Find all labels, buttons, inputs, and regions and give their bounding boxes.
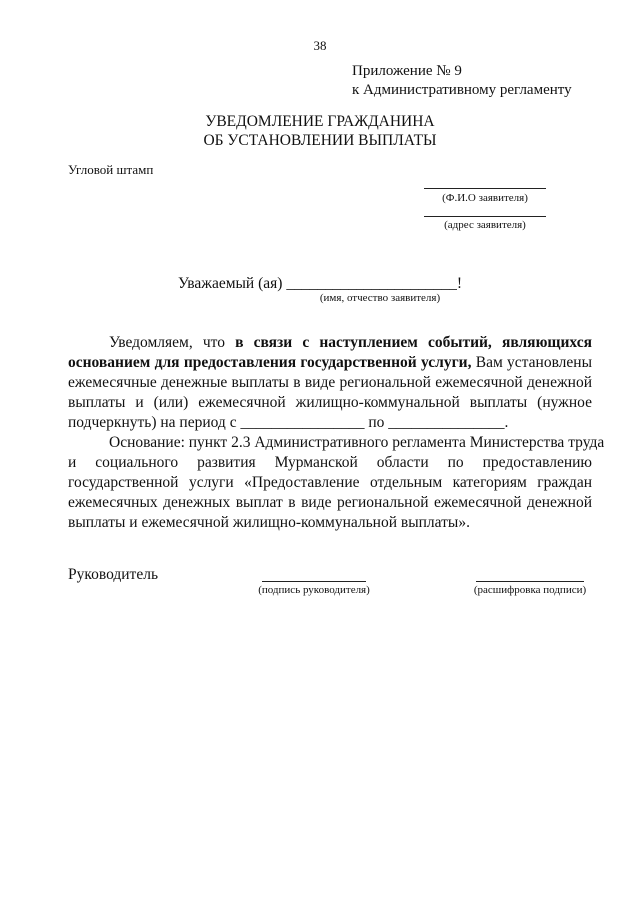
applicant-address-line xyxy=(424,216,546,217)
greeting-blank: ______________________ xyxy=(286,275,457,292)
applicant-address-caption: (адрес заявителя) xyxy=(444,219,526,231)
notice-text: Вам установлены xyxy=(471,354,593,371)
notice-bold-text: в связи с наступлением событий, являющихся xyxy=(235,334,593,351)
basis-line: государственной услуги «Предоставление отдельным категориям граждан xyxy=(68,474,592,491)
notice-text: Уведомляем, что xyxy=(109,334,236,351)
appendix-header xyxy=(352,62,572,100)
page-number: 38 xyxy=(313,38,327,53)
basis-paragraph xyxy=(68,433,605,533)
notice-line xyxy=(68,333,592,353)
document-title xyxy=(0,112,640,150)
notice-bold-text: основанием для предоставления государственной услуги, xyxy=(68,354,472,371)
signatory-label: Руководитель xyxy=(68,566,159,583)
signature-caption: (подпись руководителя) xyxy=(258,584,370,596)
signature-line xyxy=(262,581,366,582)
greeting xyxy=(0,275,640,293)
greeting-prefix: Уважаемый (ая) xyxy=(178,275,283,292)
appendix-reference: к Административному регламенту xyxy=(352,82,572,98)
basis-line: Основание: пункт 2.3 Административного регламента Министерства труда xyxy=(109,434,605,451)
basis-line: выплаты и ежемесячной жилищно-коммунальной выплаты». xyxy=(68,514,470,531)
signature-decode-line xyxy=(476,581,584,582)
title-line-1: УВЕДОМЛЕНИЕ ГРАЖДАНИНА xyxy=(205,113,435,130)
signature-decode-caption: (расшифровка подписи) xyxy=(473,584,587,596)
applicant-name-caption: (Ф.И.О заявителя) xyxy=(442,192,528,204)
notice-line: ежемесячные денежные выплаты в виде региональной ежемесячной денежной xyxy=(68,374,592,391)
notice-line xyxy=(68,353,592,373)
notice-line: подчеркнуть) на период с ________________ по _______________. xyxy=(68,414,509,431)
appendix-number: Приложение № 9 xyxy=(352,63,462,79)
basis-line: ежемесячных денежных выплат в виде региональной ежемесячной денежной xyxy=(68,494,592,511)
greeting-suffix: ! xyxy=(456,275,462,292)
title-line-2: ОБ УСТАНОВЛЕНИИ ВЫПЛАТЫ xyxy=(203,132,437,149)
applicant-name-line xyxy=(424,188,546,189)
greeting-caption: (имя, отчество заявителя) xyxy=(319,292,441,304)
corner-stamp-label: Угловой штамп xyxy=(68,162,154,177)
notice-paragraph xyxy=(68,333,592,433)
basis-line: и социального развития Мурманской области по предоставлению xyxy=(68,454,592,471)
notice-line: выплаты и (или) ежемесячной жилищно-коммунальной выплаты (нужное xyxy=(68,394,592,411)
